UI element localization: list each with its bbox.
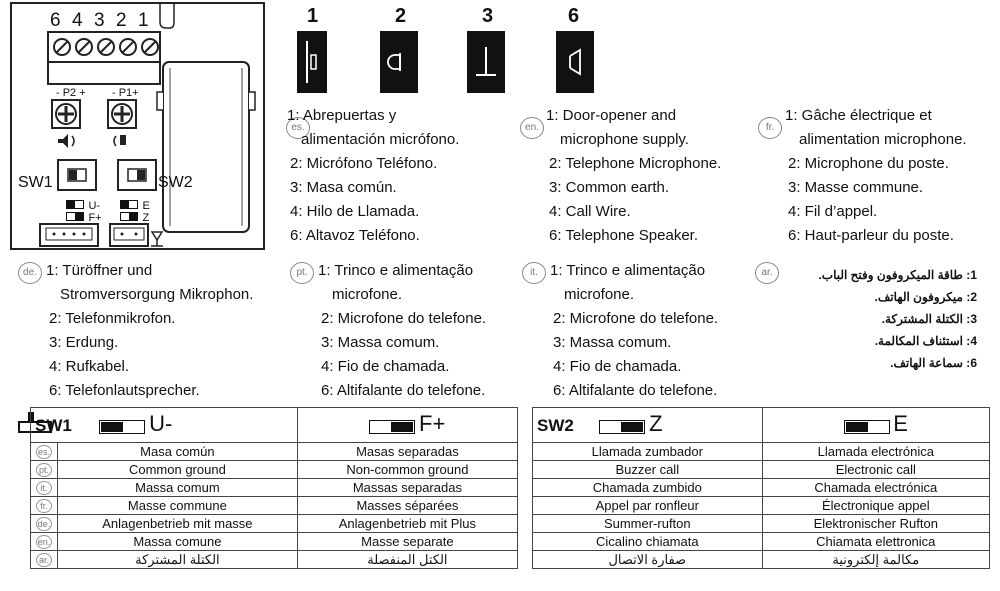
board-diagram bbox=[10, 2, 265, 250]
legend-line-fr: 4: Fil d’appel. bbox=[788, 203, 878, 220]
legend-line-ar: 1: طاقة الميكروفون وفتح الباب. bbox=[818, 268, 977, 282]
pin-number: 2 bbox=[395, 5, 407, 27]
sw1-header-u bbox=[31, 408, 298, 443]
legend-line-it: 3: Massa comum. bbox=[553, 334, 672, 351]
sw1-col2: F+ bbox=[419, 410, 446, 436]
lang-badge: es. bbox=[37, 446, 50, 457]
table-cell: Masse commune bbox=[58, 497, 298, 515]
lang-badge-es: es. bbox=[286, 117, 310, 139]
legend-line-es: 2: Micrófono Teléfono. bbox=[290, 155, 438, 172]
table-cell: Masse separate bbox=[297, 533, 517, 551]
legend-line-en: 3: Common earth. bbox=[549, 179, 670, 196]
legend-line-en: 6: Telephone Speaker. bbox=[549, 227, 699, 244]
legend-line-ar: 3: الكتلة المشتركة. bbox=[881, 312, 977, 326]
mini-switch-e: E bbox=[120, 196, 150, 214]
table-cell: Massa comune bbox=[58, 533, 298, 551]
table-row bbox=[533, 443, 990, 461]
table-row bbox=[31, 533, 518, 551]
terminal-label: 2 bbox=[116, 10, 127, 31]
lang-badge: pt. bbox=[36, 463, 52, 477]
table-row bbox=[31, 461, 518, 479]
legend-line-fr: 3: Masse commune. bbox=[788, 179, 924, 196]
table-cell: Massas separadas bbox=[297, 479, 517, 497]
table-cell: Non-common ground bbox=[297, 461, 517, 479]
lang-badge: ar. bbox=[36, 553, 52, 567]
legend-line-fr: 2: Microphone du poste. bbox=[788, 155, 949, 172]
lang-badge-en: en. bbox=[520, 117, 544, 139]
mini-switch-icon bbox=[120, 212, 138, 221]
legend-line-de: Stromversorgung Mikrophon. bbox=[60, 286, 254, 303]
legend-line-fr: alimentation microphone. bbox=[799, 131, 967, 148]
legend-line-en: microphone supply. bbox=[560, 131, 689, 148]
legend-line-fr: 6: Haut-parleur du poste. bbox=[788, 227, 954, 244]
lang-badge: en. bbox=[37, 536, 51, 547]
table-cell: Masses séparées bbox=[297, 497, 517, 515]
sw2-col2: E bbox=[893, 410, 908, 436]
table-cell: الكتل المنفصلة bbox=[297, 551, 517, 569]
table-row bbox=[31, 443, 518, 461]
sw1-title: SW1 bbox=[35, 415, 72, 435]
legend-line-it: 1: Trinco e alimentação bbox=[550, 262, 706, 279]
pin-number: 3 bbox=[482, 5, 494, 27]
legend-line-de: 1: Türöffner und bbox=[46, 262, 153, 279]
legend-line-es: 4: Hilo de Llamada. bbox=[290, 203, 420, 220]
legend-line-de: 4: Rufkabel. bbox=[49, 358, 130, 375]
table-cell bbox=[31, 479, 58, 497]
legend-line-it: 4: Fio de chamada. bbox=[553, 358, 682, 375]
sw2-header-z bbox=[533, 408, 763, 443]
mini-switch-u: U- bbox=[66, 196, 100, 214]
table-row bbox=[533, 497, 990, 515]
terminal-label: 3 bbox=[94, 10, 105, 31]
pot-label-p1: - P1+ bbox=[112, 87, 139, 99]
table-cell: Buzzer call bbox=[533, 461, 763, 479]
pot-label-p2: - P2 + bbox=[56, 87, 86, 99]
table-cell: Llamada zumbador bbox=[533, 443, 763, 461]
legend-line-en: 4: Call Wire. bbox=[549, 203, 631, 220]
speaker-icon bbox=[556, 31, 594, 93]
table-cell bbox=[31, 461, 58, 479]
switch-right-icon bbox=[369, 420, 415, 434]
table-cell bbox=[31, 515, 58, 533]
legend-line-es: 6: Altavoz Teléfono. bbox=[290, 227, 420, 244]
legend-line-ar: 6: سماعة الهاتف. bbox=[890, 356, 977, 370]
table-cell: Llamada electrónica bbox=[762, 443, 989, 461]
legend-line-pt: 1: Trinco e alimentação bbox=[318, 262, 474, 279]
lang-badge-fr: fr. bbox=[758, 117, 782, 139]
door-opener-icon bbox=[297, 31, 327, 93]
table-cell: Anlagenbetrieb mit Plus bbox=[297, 515, 517, 533]
legend-line-pt: 4: Fio de chamada. bbox=[321, 358, 450, 375]
lang-badge-pt: pt. bbox=[290, 262, 314, 284]
sw2-col1: Z bbox=[649, 410, 663, 436]
table-cell bbox=[31, 533, 58, 551]
table-row bbox=[31, 515, 518, 533]
legend-line-en: 1: Door-opener and bbox=[546, 107, 677, 124]
table-cell: Summer-rufton bbox=[533, 515, 763, 533]
table-cell: Masa común bbox=[58, 443, 298, 461]
table-cell: Common ground bbox=[58, 461, 298, 479]
terminal-label: 1 bbox=[138, 10, 149, 31]
legend-line-de: 6: Telefonlautsprecher. bbox=[49, 382, 200, 399]
microphone-icon bbox=[380, 31, 418, 93]
legend-line-pt: microfone. bbox=[332, 286, 403, 303]
table-cell: Massa comum bbox=[58, 479, 298, 497]
mini-switch-icon bbox=[66, 212, 84, 221]
table-cell: صفارة الاتصال bbox=[533, 551, 763, 569]
table-cell: Masas separadas bbox=[297, 443, 517, 461]
table-row bbox=[31, 551, 518, 569]
table-cell: Chamada electrónica bbox=[762, 479, 989, 497]
table-cell bbox=[31, 443, 58, 461]
table-cell: مكالمة إلكترونية bbox=[762, 551, 989, 569]
sw2-title: SW2 bbox=[537, 415, 574, 435]
legend-line-pt: 3: Massa comum. bbox=[321, 334, 440, 351]
table-cell: Cicalino chiamata bbox=[533, 533, 763, 551]
lang-badge-it: it. bbox=[522, 262, 546, 284]
legend-line-pt: 6: Altifalante do telefone. bbox=[321, 382, 486, 399]
sw1-board-label: SW1 bbox=[18, 174, 53, 191]
legend-line-es: 3: Masa común. bbox=[290, 179, 397, 196]
lang-badge: de. bbox=[37, 518, 51, 529]
legend-line-de: 2: Telefonmikrofon. bbox=[49, 310, 176, 327]
table-cell: Elektronischer Rufton bbox=[762, 515, 989, 533]
legend-line-en: 2: Telephone Microphone. bbox=[549, 155, 722, 172]
legend-line-es: 1: Abrepuertas y bbox=[287, 107, 397, 124]
table-row bbox=[533, 551, 990, 569]
legend-line-ar: 2: ميكروفون الهاتف. bbox=[874, 290, 977, 304]
mini-switch-z: Z bbox=[120, 208, 149, 226]
sw2-table bbox=[532, 407, 990, 569]
legend-line-fr: 1: Gâche électrique et bbox=[785, 107, 932, 124]
lang-badge: fr. bbox=[36, 499, 52, 513]
pin-number: 1 bbox=[307, 5, 319, 27]
legend-line-de: 3: Erdung. bbox=[49, 334, 119, 351]
legend-line-it: microfone. bbox=[564, 286, 635, 303]
ground-icon bbox=[467, 31, 505, 93]
lang-badge: it. bbox=[36, 481, 52, 495]
terminal-label: 4 bbox=[72, 10, 83, 31]
sw1-table bbox=[30, 407, 518, 569]
terminal-label: 6 bbox=[50, 10, 61, 31]
table-cell: الكتلة المشتركة bbox=[58, 551, 298, 569]
table-row bbox=[533, 479, 990, 497]
sw2-header-e bbox=[762, 408, 989, 443]
table-row bbox=[31, 497, 518, 515]
table-row bbox=[533, 515, 990, 533]
table-row bbox=[533, 533, 990, 551]
lang-badge-ar: ar. bbox=[755, 262, 779, 284]
table-cell bbox=[31, 497, 58, 515]
table-cell: Électronique appel bbox=[762, 497, 989, 515]
switch-left-icon bbox=[844, 420, 890, 434]
sw1-header-f bbox=[297, 408, 517, 443]
sw1-col1: U- bbox=[149, 410, 173, 436]
table-row bbox=[533, 461, 990, 479]
table-cell: Appel par ronfleur bbox=[533, 497, 763, 515]
legend-line-it: 2: Microfone do telefone. bbox=[553, 310, 719, 327]
table-cell: Electronic call bbox=[762, 461, 989, 479]
mini-switch-f: F+ bbox=[66, 208, 102, 226]
table-cell: Chamada zumbido bbox=[533, 479, 763, 497]
table-cell: Chiamata elettronica bbox=[762, 533, 989, 551]
sw2-board-label: SW2 bbox=[158, 174, 193, 191]
legend-line-ar: 4: استئناف المكالمة. bbox=[874, 334, 977, 348]
switch-right-icon bbox=[599, 420, 645, 434]
switch-left-icon bbox=[99, 420, 145, 434]
pin-number: 6 bbox=[568, 5, 580, 27]
legend-line-es: alimentación micrófono. bbox=[301, 131, 460, 148]
legend-line-pt: 2: Microfone do telefone. bbox=[321, 310, 487, 327]
table-cell: Anlagenbetrieb mit masse bbox=[58, 515, 298, 533]
legend-line-it: 6: Altifalante do telefone. bbox=[553, 382, 718, 399]
table-cell bbox=[31, 551, 58, 569]
table-row bbox=[31, 479, 518, 497]
lang-badge-de: de. bbox=[18, 262, 42, 284]
